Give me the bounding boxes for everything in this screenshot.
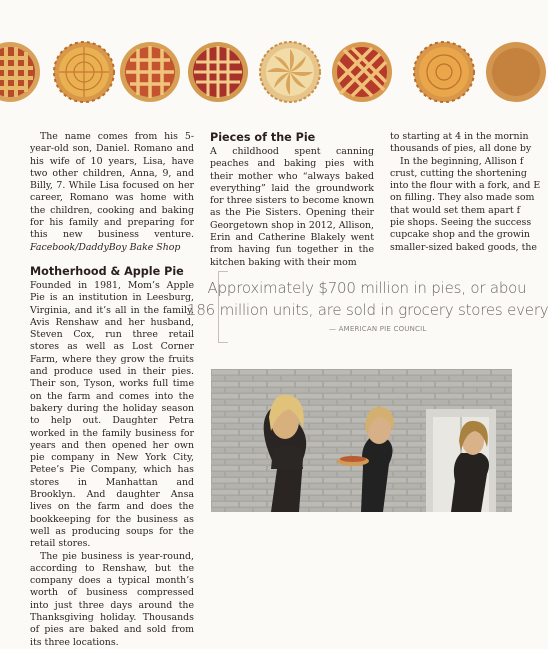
lattice-pie-icon [0, 40, 42, 104]
lattice-pie-icon [330, 40, 394, 104]
body-line: pie shops. Seeing the success [390, 217, 532, 229]
intro-text: The name comes from his 5-year-old son, Daniel. Romano and his wife of 10 years, Lisa, have two other children, Anna, 9, and Billy, 7. While Lisa focused on her career, Romano was home with the children, cooking and baking for his family and preparing for this new business venture. [30, 131, 194, 241]
quote-bracket [218, 271, 228, 272]
peach-pie-icon [412, 40, 476, 104]
body-line: that would set them apart f [390, 204, 521, 216]
body-paragraph: The pie business is year-round, according to Renshaw, but the company does a typical month’s worth of business compressed into just three days around the Thanksgiving holiday. Thousands of pies are baked and sold from its three locations. [30, 550, 194, 648]
peach-pie-icon [52, 40, 116, 104]
section-heading-motherhood: Motherhood & Apple Pie [30, 264, 184, 278]
quote-source: — AMERICAN PIE COUNCIL [329, 325, 427, 333]
quote-line: Approximately $700 million in pies, or abou [207, 279, 527, 297]
body-line: smaller-sized baked goods, the [390, 241, 537, 253]
body-paragraph: Founded in 1981, Mom’s Apple Pie is an institution in Leesburg, Virginia, and it’s all in the family. Avis Renshaw and her husband, Steven Cox, run three retail stores as well as Lost Corner Farm, where they grow the fruits and produce used in their pies. Their son, Tyson, works full time on the farm and comes into the bakery during the holiday season to help out. Daughter Petra worked in the family business for years and then opened her own pie company in New York City, Petee’s Pie Company, which has stores in Manhattan and Brooklyn. And daughter Ansa lives on the farm and does the bookkeeping for the business as well as producing soups for the retail stores. [30, 279, 194, 550]
pie-sisters-photo [211, 369, 512, 512]
body-line: into the flour with a fork, and E [390, 180, 541, 192]
body-line: on filling. They also made som [390, 192, 535, 204]
photo-credit: Facebook/DaddyBoy Bake Shop [30, 241, 181, 253]
pull-quote [187, 271, 548, 343]
photo-illustration [211, 369, 512, 512]
body-line: crust, cutting the shortening [390, 167, 527, 179]
section-heading-pieces: Pieces of the Pie [210, 131, 316, 144]
body-line: cupcake shop and the growin [390, 229, 530, 241]
article-column-3 [390, 131, 541, 254]
article-column-2 [210, 131, 374, 269]
lattice-pie-icon [118, 40, 182, 104]
body-line: thousands of pies, all done by [390, 143, 532, 155]
intro-paragraph [30, 131, 194, 254]
body-paragraph: A childhood spent canning peaches and baking pies with their mother who “always baked everything” laid the groundwork for three sisters to become known as the Pie Sisters. Opening their Georgetown shop in 2012, Allison, Erin and Catherine Blakely went from having fun together in the kitchen baking with their mom [210, 146, 374, 268]
body-line: to starting at 4 in the mornin [390, 131, 529, 142]
pinwheel-pie-icon [258, 40, 322, 104]
pie-illustration-strip [0, 40, 512, 120]
quote-line: 186 million units, are sold in grocery stores every [187, 301, 548, 319]
quote-text [187, 277, 547, 321]
crust-pie-icon [484, 40, 548, 104]
body-line: In the beginning, Allison f [400, 155, 524, 167]
quote-bracket [218, 342, 228, 343]
article-column-1 [30, 131, 194, 649]
cherry-lattice-pie-icon [186, 40, 250, 104]
